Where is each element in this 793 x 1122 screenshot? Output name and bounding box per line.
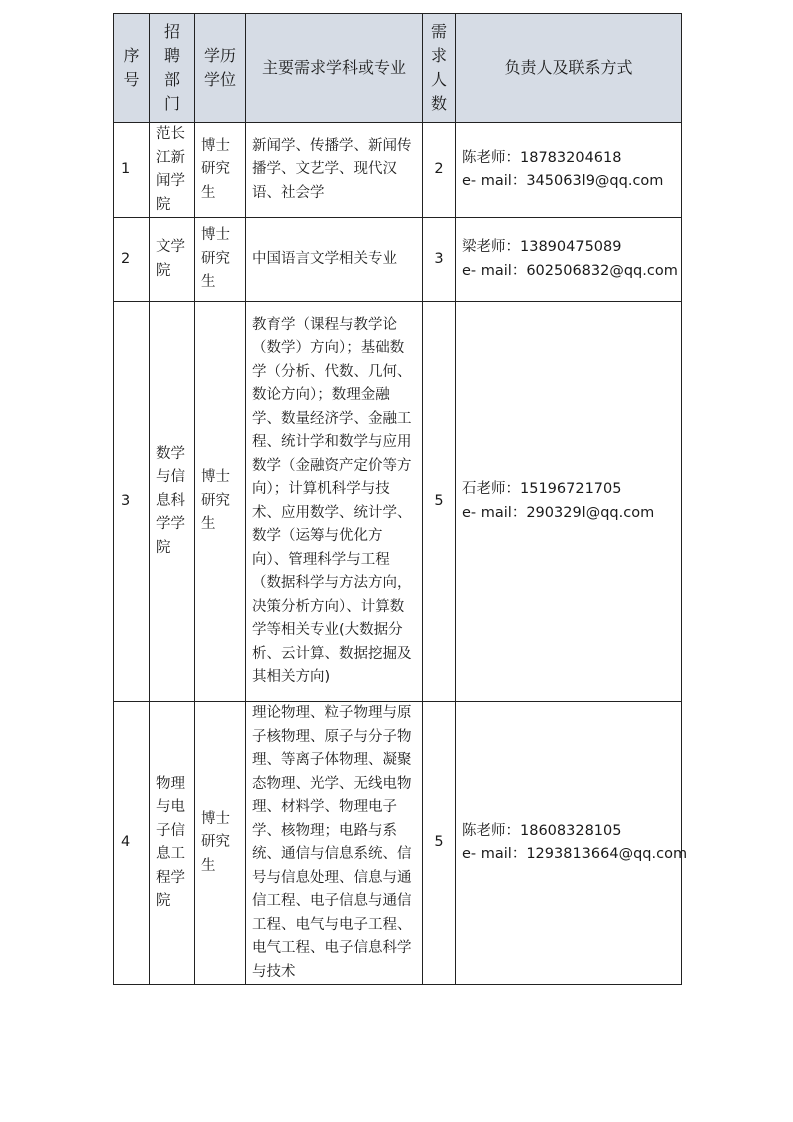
row-count: 5 bbox=[423, 702, 456, 985]
header-no: 序号 bbox=[114, 14, 150, 123]
row-majors: 理论物理、粒子物理与原子核物理、原子与分子物理、等离子体物理、凝聚态物理、光学、无线电物理、材料学、物理电子学、核物理；电路与系统、通信与信息系统、信号与信息处理、信息与通信工程、电子信息与通信工程、电气与电子工程、电气工程、电子信息科学与技术 bbox=[246, 702, 423, 985]
header-degree: 学历学位 bbox=[195, 14, 246, 123]
row-degree: 博士研究生 bbox=[195, 123, 246, 218]
row-department: 文学院 bbox=[150, 218, 195, 302]
contact-email: e- mail：290329l@qq.com bbox=[462, 504, 655, 521]
row-majors: 新闻学、传播学、新闻传播学、文艺学、现代汉语、社会学 bbox=[246, 123, 423, 218]
table-row bbox=[114, 302, 682, 702]
table-row bbox=[114, 123, 682, 218]
row-degree: 博士研究生 bbox=[195, 302, 246, 702]
row-count: 5 bbox=[423, 302, 456, 702]
row-department: 范长江新闻学院 bbox=[150, 123, 195, 218]
recruitment-table bbox=[113, 13, 688, 985]
header-majors: 主要需求学科或专业 bbox=[246, 14, 423, 123]
table-header bbox=[114, 14, 682, 123]
row-no: 2 bbox=[114, 218, 150, 302]
row-no: 3 bbox=[114, 302, 150, 702]
header-contact: 负责人及联系方式 bbox=[456, 14, 682, 123]
row-majors: 教育学（课程与教学论（数学）方向）；基础数学（分析、代数、几何、数论方向）；数理金融学、数量经济学、金融工程、统计学和数学与应用数学（金融资产定价等方向）；计算机科学与技术、应用数学、统计学、数学（运筹与优化方向）、管理科学与工程（数据科学与方法方向，决策分析方向）、计算数学等相关专业(大数据分析、云计算、数据挖掘及其相关方向) bbox=[246, 302, 423, 702]
row-count: 3 bbox=[423, 218, 456, 302]
header-count: 需求人数 bbox=[423, 14, 456, 123]
table-body bbox=[114, 123, 688, 985]
row-degree: 博士研究生 bbox=[195, 218, 246, 302]
row-majors: 中国语言文学相关专业 bbox=[246, 218, 423, 302]
row-department: 数学与信息科学学院 bbox=[150, 302, 195, 702]
row-no: 1 bbox=[114, 123, 150, 218]
contact-person: 陈老师：18783204618 bbox=[462, 149, 622, 166]
contact-person: 陈老师：18608328105 bbox=[462, 822, 622, 839]
row-count: 2 bbox=[423, 123, 456, 218]
header-department: 招聘部门 bbox=[150, 14, 195, 123]
table-row bbox=[114, 702, 682, 985]
row-contact bbox=[456, 702, 688, 985]
header-row bbox=[114, 14, 682, 123]
row-contact bbox=[456, 302, 682, 702]
row-contact bbox=[456, 218, 682, 302]
contact-email: e- mail：602506832@qq.com bbox=[462, 262, 678, 279]
row-no: 4 bbox=[114, 702, 150, 985]
row-contact bbox=[456, 123, 682, 218]
contact-email: e- mail：1293813664@qq.com bbox=[462, 846, 688, 862]
contact-person: 梁老师：13890475089 bbox=[462, 239, 622, 255]
row-department: 物理与电子信息工程学院 bbox=[150, 702, 195, 985]
row-degree: 博士研究生 bbox=[195, 702, 246, 985]
contact-email: e- mail：345063l9@qq.com bbox=[462, 173, 664, 189]
table-row bbox=[114, 218, 682, 302]
contact-person: 石老师：15196721705 bbox=[462, 481, 622, 497]
